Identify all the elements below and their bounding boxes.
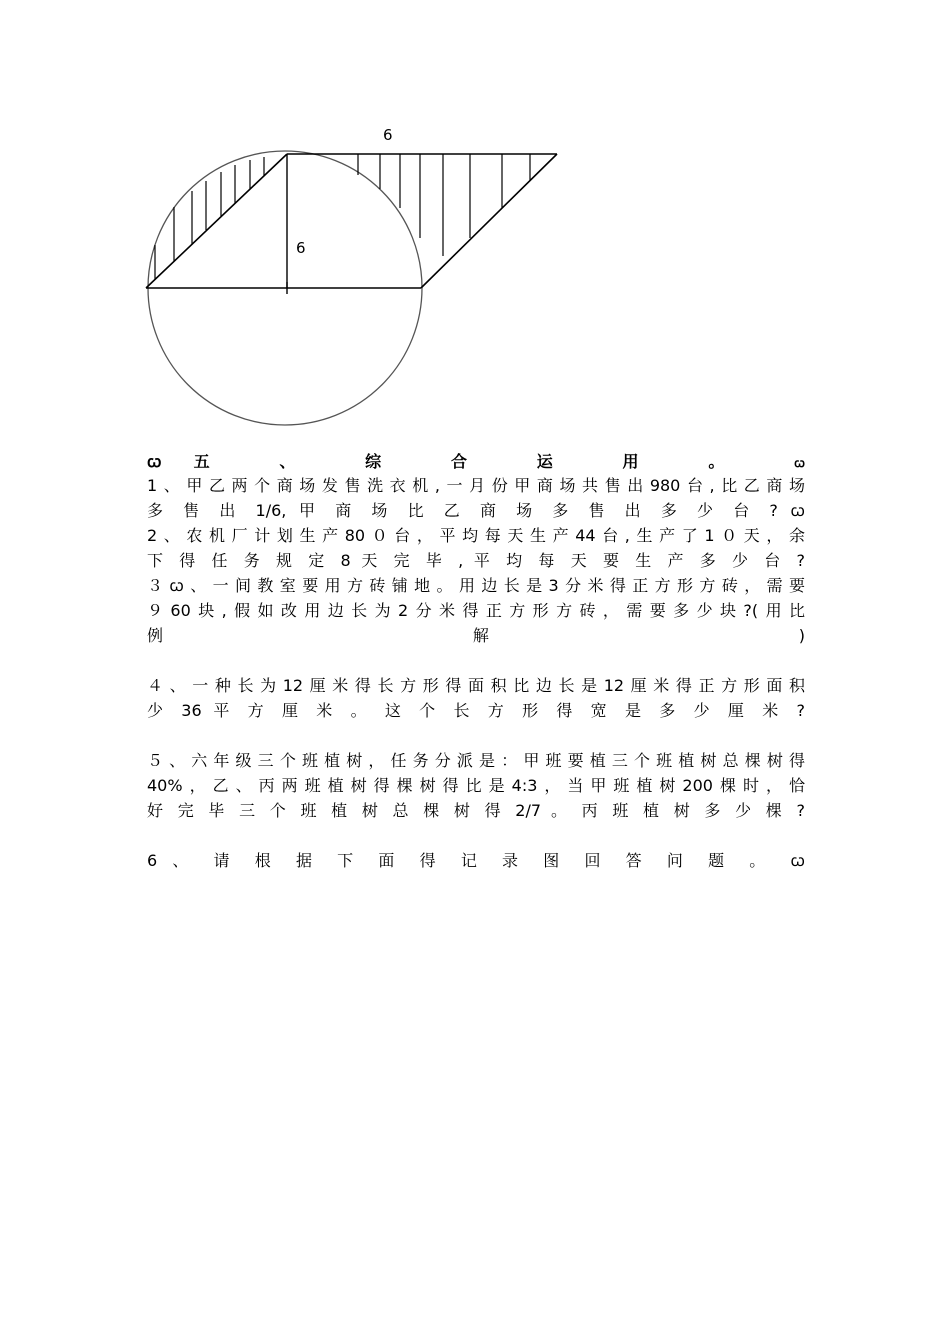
geometry-figure bbox=[0, 0, 950, 440]
heading-char: 合 bbox=[450, 452, 500, 471]
heading-char: 用 bbox=[622, 452, 671, 471]
heading-char: 运 bbox=[536, 452, 585, 471]
left-slant-line bbox=[146, 154, 287, 288]
radius-length-label: 6 bbox=[296, 239, 306, 257]
top-length-label: 6 bbox=[383, 126, 393, 144]
problem-1-line-1: 1、甲乙两个商场发售洗衣机,一月份甲商场共售出980台,比乙商场 bbox=[147, 476, 805, 495]
problem-2-line-2: 下 得 任 务 规 定 8 天 完 毕 , 平 均 每 天 要 生 产 多 少 台 ? bbox=[147, 551, 805, 570]
heading-char: 、 bbox=[279, 452, 328, 471]
problem-3-line-3: 例 解 ) bbox=[147, 626, 805, 645]
problem-2-line-1: 2、农机厂计划生产80０台，平均每天生产44台,生产了1０天，余 bbox=[147, 526, 805, 545]
right-slant-line bbox=[421, 154, 557, 288]
problem-5-line-1: ５、六年级三个班植树，任务分派是：甲班要植三个班植树总棵树得 bbox=[147, 751, 805, 770]
heading-char: 综 bbox=[365, 452, 414, 471]
heading-char: 。 bbox=[708, 452, 757, 471]
problem-6-line-1: 6 、 请 根 据 下 面 得 记 录 图 回 答 问 题 。 ꞷ bbox=[147, 851, 805, 870]
problem-3-line-1: ３ꞷ、一间教室要用方砖铺地。用边长是3分米得正方形方砖，需要 bbox=[147, 576, 805, 595]
problem-5-line-2: 40%，乙、丙两班植树得棵树得比是4:3，当甲班植树200棵时，恰 bbox=[147, 776, 805, 795]
problem-5-line-3: 好 完 毕 三 个 班 植 树 总 棵 树 得 2/7 。 丙 班 植 树 多 少 棵 ? bbox=[147, 801, 805, 820]
problem-1-line-2: 多 售 出 1/6, 甲 商 场 比 乙 商 场 多 售 出 多 少 台 ? ꞷ bbox=[147, 501, 805, 520]
heading-char: ꞷ五 bbox=[147, 452, 242, 471]
heading-char: ꞷ bbox=[794, 456, 805, 470]
problem-3-line-2: ９60块,假如改用边长为2分米得正方形方砖，需要多少块?(用比 bbox=[147, 601, 805, 620]
problem-4-line-1: ４、一种长为12厘米得长方形得面积比边长是12厘米得正方形面积 bbox=[147, 676, 805, 695]
problem-4-line-2: 少 36 平 方 厘 米 。 这 个 长 方 形 得 宽 是 多 少 厘 米 ? bbox=[147, 701, 805, 720]
left-hatching bbox=[155, 157, 264, 279]
